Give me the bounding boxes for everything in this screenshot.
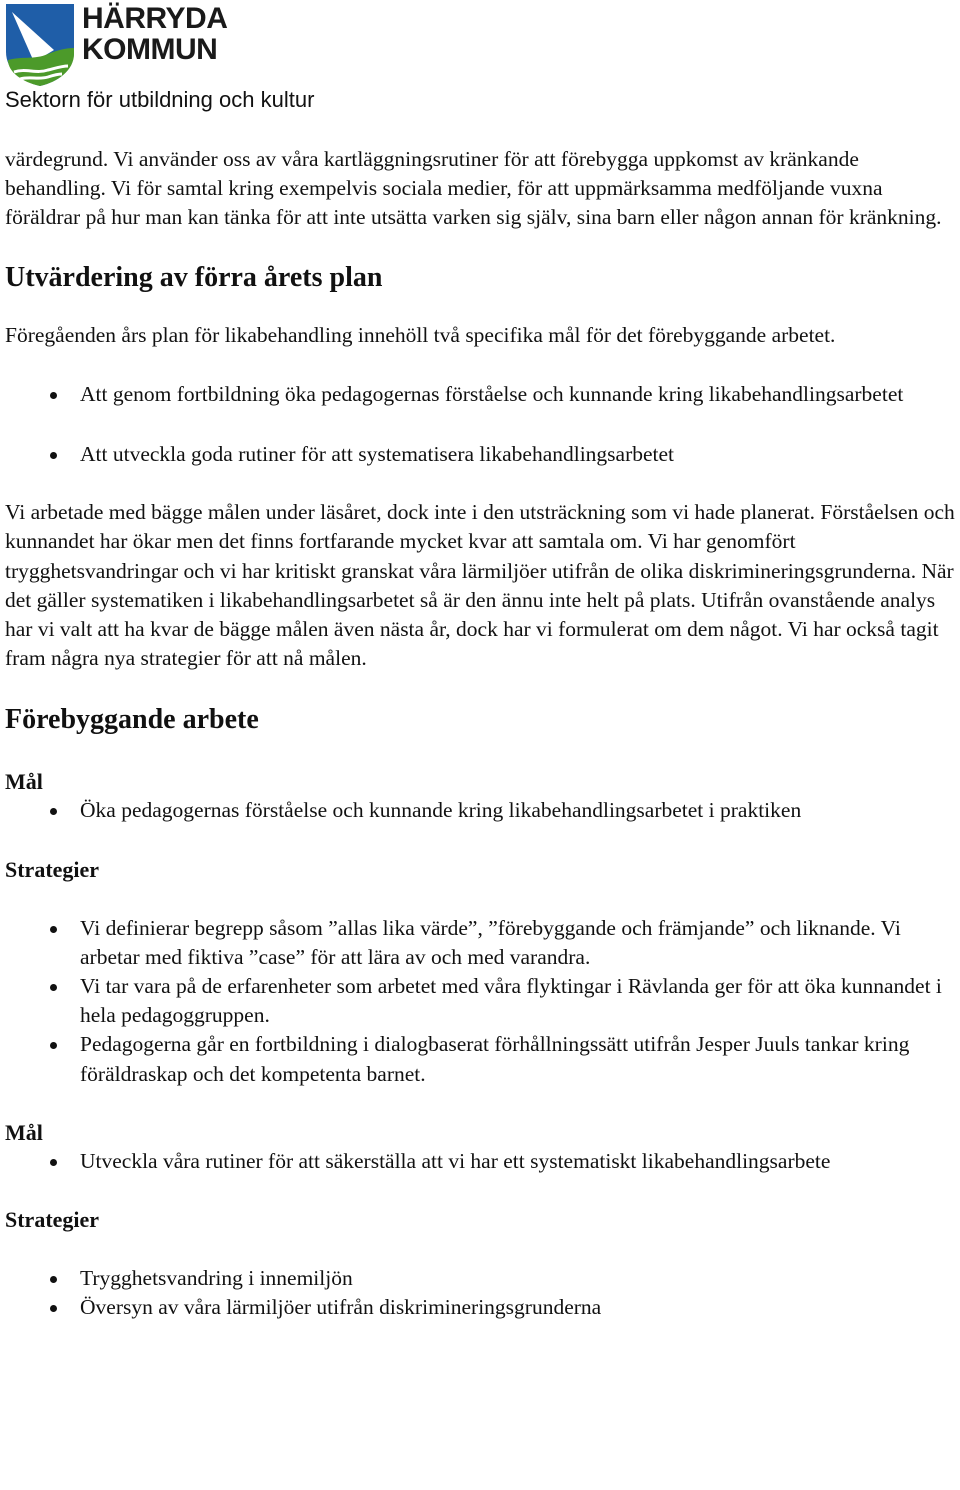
list-item-text: Utveckla våra rutiner för att säkerställa att vi har ett systematiskt likabehandlingsarbete xyxy=(80,1148,831,1173)
list-item-text: Översyn av våra lärmiljöer utifrån diskrimineringsgrunderna xyxy=(80,1295,602,1320)
strategy-label-2: Strategier xyxy=(5,1207,100,1233)
list-item xyxy=(5,914,960,972)
bullet-icon xyxy=(50,1276,57,1283)
list-item xyxy=(5,796,960,825)
goal-list-2 xyxy=(5,1147,960,1176)
harryda-kommun-logo xyxy=(4,2,76,86)
logo-wordmark xyxy=(82,3,227,65)
list-item-text: Trygghetsvandring i innemiljön xyxy=(80,1266,353,1291)
strategy-list-2 xyxy=(5,1264,960,1322)
strategy-label-1: Strategier xyxy=(5,856,100,882)
sector-name: Sektorn för utbildning och kultur xyxy=(5,87,315,112)
document-body xyxy=(5,145,960,1322)
logo-line-1: HÄRRYDA xyxy=(82,2,228,35)
evaluation-heading: Utvärdering av förra årets plan xyxy=(5,261,383,293)
strategy-list-1 xyxy=(5,914,960,1089)
evaluation-analysis: Vi arbetade med bägge målen under läsåret, dock inte i den utsträckning som vi hade planerat. Förståelsen och kunnandet har ökar men det finns fortfarande mycket kvar att samtala om. Vi har genomfört trygghetsvandringar och vi har kritiskt granskat våra lärmiljöer utifrån de olika diskrimineringsgrunderna. När det gäller systematiken i likabehandlingsarbetet så är den ännu inte helt på plats. Utifrån ovanstående analys har vi valt att ha kvar de bägge målen även nästa år, dock har vi formulerat om dem något. Vi har också tagit fram några nya strategier för att nå målen. xyxy=(5,500,955,671)
goal-label-1: Mål xyxy=(5,769,43,795)
goal-label-2: Mål xyxy=(5,1119,43,1145)
preventive-heading: Förebyggande arbete xyxy=(5,704,259,736)
page-header xyxy=(0,0,960,120)
bullet-icon xyxy=(50,1305,57,1312)
bullet-icon xyxy=(50,984,57,991)
list-item-text: Vi definierar begrepp såsom ”allas lika värde”, ”förebyggande och främjande” och liknande. Vi arbetar med fiktiva ”case” för att lära av och med varandra. xyxy=(80,915,901,969)
list-item-text: Att genom fortbildning öka pedagogernas förståelse och kunnande kring likabehandlingsarbetet xyxy=(80,381,904,406)
list-item xyxy=(5,1030,960,1088)
list-item xyxy=(5,1264,960,1293)
evaluation-intro: Föregåenden års plan för likabehandling innehöll två specifika mål för det förebyggande arbetet. xyxy=(5,322,836,347)
bullet-icon xyxy=(50,392,57,399)
list-item xyxy=(5,972,960,1030)
goal-list-1 xyxy=(5,796,960,825)
list-item xyxy=(5,440,960,469)
intro-paragraph: värdegrund. Vi använder oss av våra kartläggningsrutiner för att förebygga uppkomst av kränkande behandling. Vi för samtal kring exempelvis sociala medier, för att uppmärksamma medföljande vuxna föräldrar på hur man kan tänka för att inte utsätta varken sig själv, sina barn eller någon annan för kränkning. xyxy=(5,147,942,230)
list-item xyxy=(5,1147,960,1176)
bullet-icon xyxy=(50,1042,57,1049)
bullet-icon xyxy=(50,926,57,933)
list-item-text: Att utveckla goda rutiner för att systematisera likabehandlingsarbetet xyxy=(80,442,675,467)
list-item-text: Öka pedagogernas förståelse och kunnande kring likabehandlingsarbetet i praktiken xyxy=(80,798,802,823)
bullet-icon xyxy=(50,452,57,459)
bullet-icon xyxy=(50,1159,57,1166)
list-item-text: Pedagogerna går en fortbildning i dialogbaserat förhållningssätt utifrån Jesper Juuls tankar kring föräldraskap och det kompetenta barnet. xyxy=(80,1032,910,1086)
list-item xyxy=(5,380,960,409)
list-item-text: Vi tar vara på de erfarenheter som arbetet med våra flyktingar i Rävlanda ger för att öka kunnandet i hela pedagoggruppen. xyxy=(80,974,942,1028)
list-item xyxy=(5,1293,960,1322)
logo-line-2: KOMMUN xyxy=(82,33,218,66)
previous-goals-list xyxy=(5,380,960,469)
bullet-icon xyxy=(50,808,57,815)
